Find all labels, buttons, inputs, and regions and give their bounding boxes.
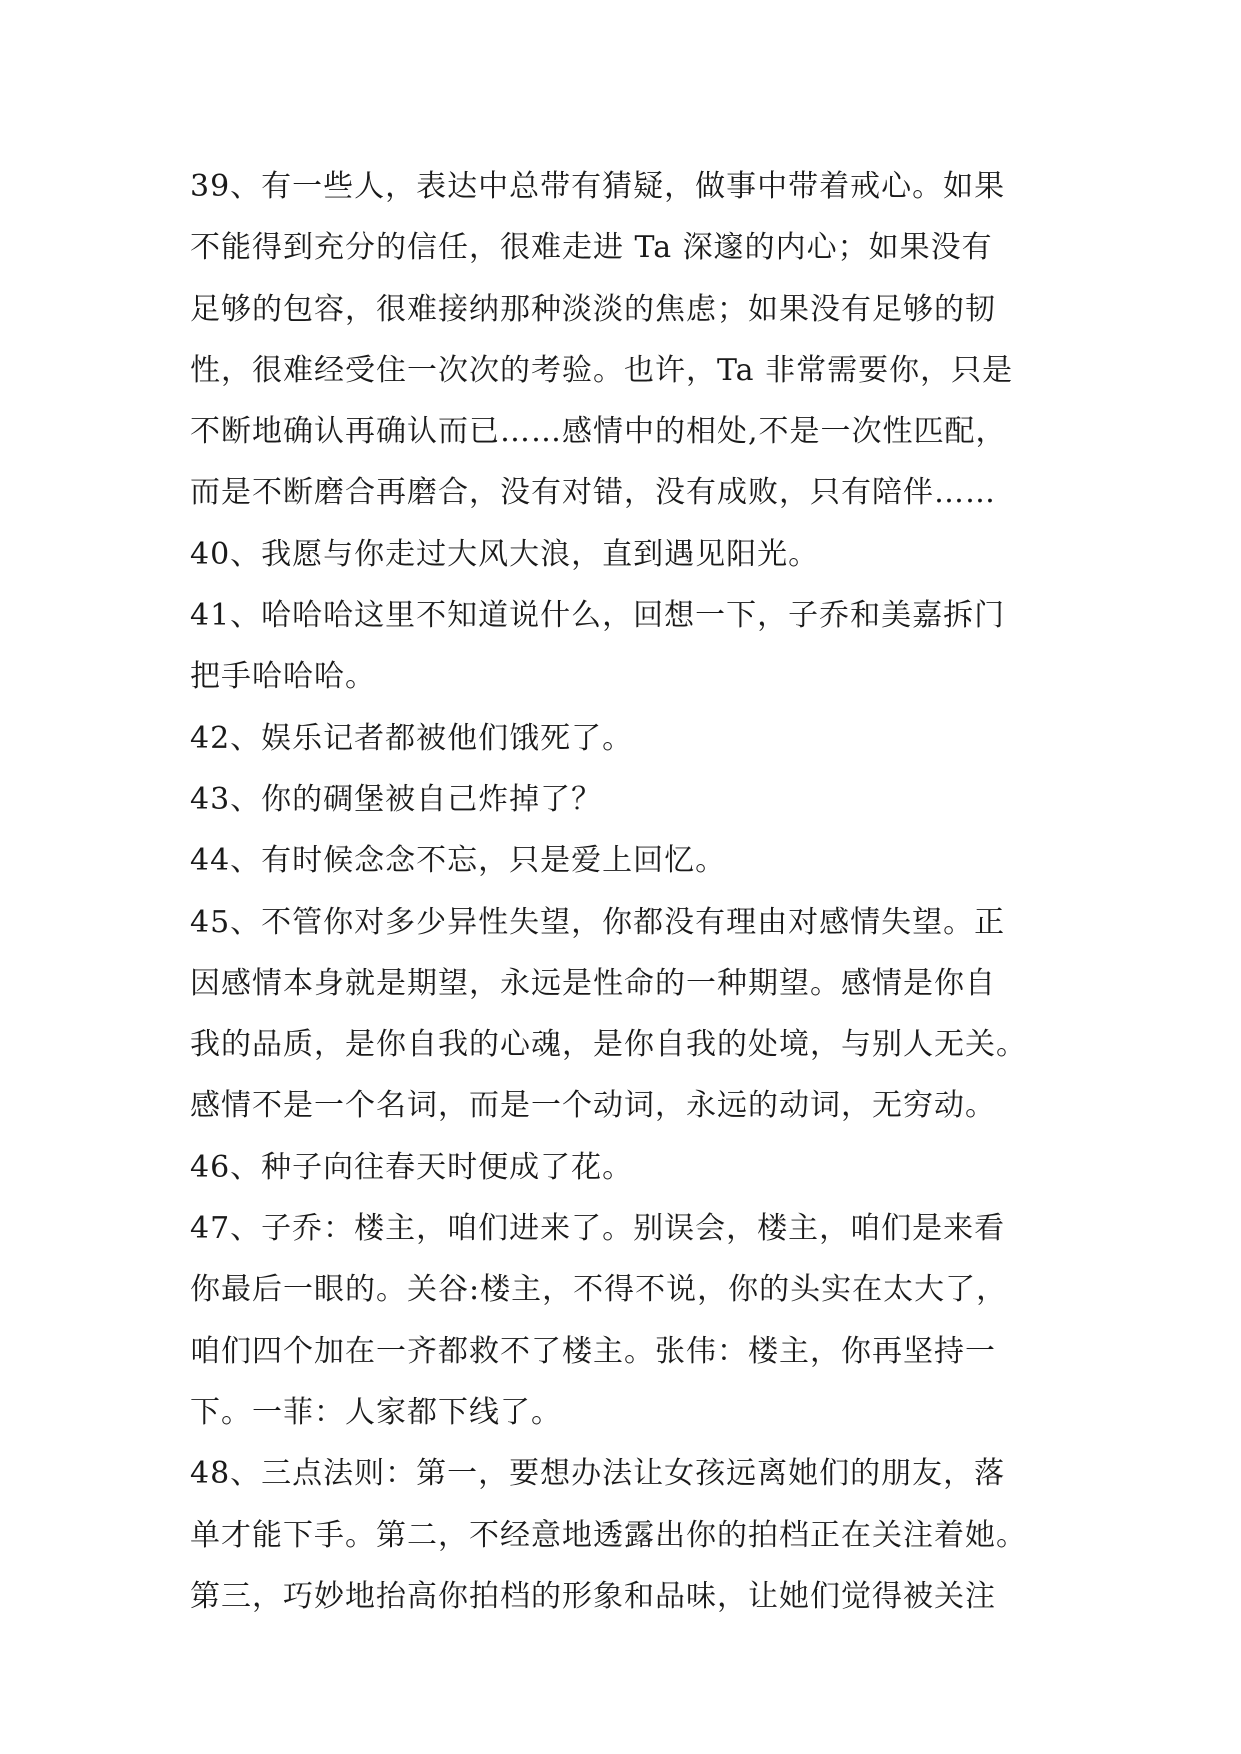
text-line: 单才能下手。第二，不经意地透露出你的拍档正在关注着她。 — [190, 1517, 1027, 1553]
text-line: 39、有一些人，表达中总带有猜疑，做事中带着戒心。如果 — [190, 169, 1006, 204]
text-line: 不能得到充分的信任，很难走进 Ta 深邃的内心；如果没有 — [190, 230, 993, 266]
text-line: 咱们四个加在一齐都救不了楼主。张伟：楼主，你再坚持一 — [190, 1333, 996, 1369]
text-line: 不断地确认再确认而已……感情中的相处,不是一次性匹配， — [190, 414, 1007, 450]
text-line: 性，很难经受住一次次的考验。也许，Ta 非常需要你，只是 — [190, 352, 1014, 388]
text-line: 43、你的碉堡被自己炸掉了？ — [190, 781, 603, 817]
text-line: 足够的包容，很难接纳那种淡淡的焦虑；如果没有足够的韧 — [190, 291, 996, 327]
document-body — [190, 156, 1070, 1627]
text-line: 40、我愿与你走过大风大浪，直到遇见阳光。 — [190, 536, 820, 572]
text-line: 46、种子向往春天时便成了花。 — [190, 1149, 634, 1185]
text-line: 我的品质，是你自我的心魂，是你自我的处境，与别人无关。 — [190, 1027, 1027, 1063]
text-line: 感情不是一个名词，而是一个动词，永远的动词，无穷动。 — [190, 1088, 996, 1124]
text-line: 下。一菲：人家都下线了。 — [190, 1394, 562, 1430]
text-line: 44、有时候念念不忘，只是爱上回忆。 — [190, 843, 727, 879]
text-line: 因感情本身就是期望，永远是性命的一种期望。感情是你自 — [190, 965, 996, 1001]
text-line: 41、哈哈哈这里不知道说什么，回想一下，子乔和美嘉拆门 — [190, 598, 1006, 634]
text-line: 而是不断磨合再磨合，没有对错，没有成败，只有陪伴…… — [190, 475, 996, 511]
text-line: 42、娱乐记者都被他们饿死了。 — [190, 720, 634, 756]
text-line: 第三，巧妙地抬高你拍档的形象和品味，让她们觉得被关注 — [190, 1578, 996, 1614]
text-line: 把手哈哈哈。 — [190, 659, 376, 695]
text-line: 你最后一眼的。关谷:楼主，不得不说，你的头实在太大了， — [190, 1272, 1008, 1308]
text-line: 45、不管你对多少异性失望，你都没有理由对感情失望。正 — [190, 904, 1006, 940]
text-line: 48、三点法则：第一，要想办法让女孩远离她们的朋友，落 — [190, 1456, 1006, 1492]
text-line: 47、子乔：楼主，咱们进来了。别误会，楼主，咱们是来看 — [190, 1211, 1006, 1247]
